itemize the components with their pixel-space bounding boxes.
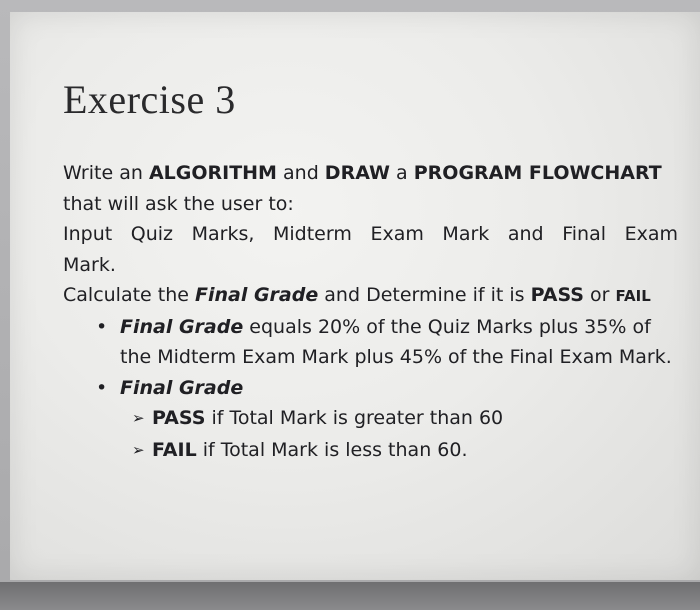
intro-text: and (276, 162, 325, 184)
intro-line-2: that will ask the user to: (63, 192, 294, 215)
keyword-fail: FAIL (615, 287, 651, 305)
list-item (63, 373, 678, 467)
keyword-draw: DRAW (324, 162, 391, 184)
keyword-algorithm: ALGORITHM (148, 162, 277, 184)
list-item (120, 435, 678, 467)
list-item (63, 312, 678, 373)
sub-item-list (120, 403, 678, 466)
intro-text: a (390, 162, 414, 184)
bullet-list (63, 312, 678, 467)
arrow-right-icon: ➢ (132, 440, 145, 459)
intro-line-3: Input Quiz Marks, Midterm Exam Mark and Final Exam (63, 223, 678, 245)
bullet-bold-label: Final Grade (120, 315, 244, 338)
photo-bottom-edge (0, 582, 700, 610)
bullet-dot-icon: • (96, 376, 108, 399)
bullet-text: equals 20% of the Quiz Marks plus 35% of the Midterm Exam Mark plus 45% of the Final Exam Mark. (120, 315, 672, 368)
sub-item-bold: PASS (152, 407, 206, 429)
intro-text: Calculate the (63, 284, 195, 306)
sub-item-text: if Total Mark is greater than 60 (205, 407, 504, 429)
keyword-pass: PASS (530, 284, 584, 306)
arrow-right-icon: ➢ (132, 409, 145, 427)
bullet-dot-icon: • (96, 315, 108, 338)
keyword-program-flowchart: PROGRAM FLOWCHART (413, 162, 662, 184)
intro-line-1 (63, 158, 678, 189)
page-title: Exercise 3 (63, 77, 236, 122)
intro-text: Write an (63, 162, 149, 184)
intro-text: and Determine if it is (318, 284, 531, 306)
bullet-bold-label: Final Grade (120, 376, 244, 399)
intro-line-4: Mark. (63, 253, 116, 276)
exercise-body (63, 158, 678, 466)
sub-item-text: if Total Mark is less than 60. (196, 438, 468, 461)
list-item (120, 403, 678, 435)
keyword-final-grade: Final Grade (195, 284, 319, 306)
intro-text: or (583, 284, 616, 306)
slide (10, 12, 700, 580)
intro-line-5 (63, 280, 678, 312)
sub-item-bold: FAIL (152, 438, 197, 461)
